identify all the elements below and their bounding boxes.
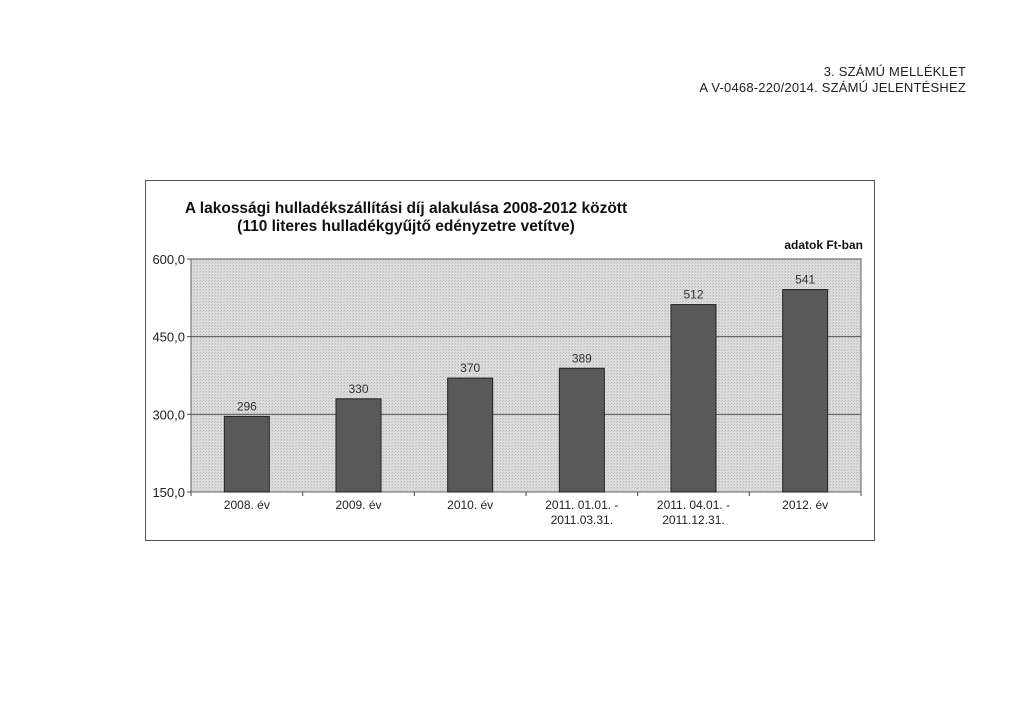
document-header bbox=[699, 64, 966, 96]
x-tick-label: 2008. év bbox=[223, 498, 270, 512]
data-label: 370 bbox=[460, 361, 481, 376]
data-label: 330 bbox=[348, 381, 369, 396]
chart-title-line1: A lakossági hulladékszállítási díj alakulása 2008-2012 között bbox=[184, 200, 628, 217]
x-tick-label: 2009. év bbox=[335, 498, 382, 512]
data-label: 296 bbox=[236, 399, 257, 414]
bar bbox=[336, 399, 381, 492]
unit-note: adatok Ft-ban bbox=[784, 238, 863, 252]
annex-label: 3. SZÁMÚ MELLÉKLET bbox=[823, 64, 966, 79]
bar bbox=[448, 378, 493, 492]
bar bbox=[671, 305, 716, 492]
chart-frame bbox=[145, 180, 875, 541]
plot-area bbox=[191, 259, 861, 492]
chart-title-line2: (110 literes hulladékgyűjtő edényzetre vetítve) bbox=[237, 218, 575, 235]
x-tick-label: 2010. év bbox=[447, 498, 494, 512]
y-tick-label: 300,0 bbox=[152, 407, 185, 423]
bar-chart bbox=[146, 181, 876, 542]
bar bbox=[559, 368, 604, 492]
y-tick-label: 150,0 bbox=[152, 485, 185, 500]
bar bbox=[224, 416, 269, 492]
y-tick-label: 450,0 bbox=[152, 329, 185, 345]
report-reference: A V-0468-220/2014. SZÁMÚ JELENTÉSHEZ bbox=[699, 80, 966, 95]
x-tick-label: 2012. év bbox=[782, 498, 829, 512]
y-tick-label: 600,0 bbox=[152, 252, 185, 267]
x-tick-label: 2011. 04.01. -2011.12.31. bbox=[656, 498, 731, 527]
data-label: 389 bbox=[571, 351, 592, 366]
x-tick-label: 2011. 01.01. -2011.03.31. bbox=[545, 498, 619, 527]
bar bbox=[783, 290, 828, 492]
data-label: 541 bbox=[795, 272, 816, 287]
data-label: 512 bbox=[683, 287, 704, 302]
